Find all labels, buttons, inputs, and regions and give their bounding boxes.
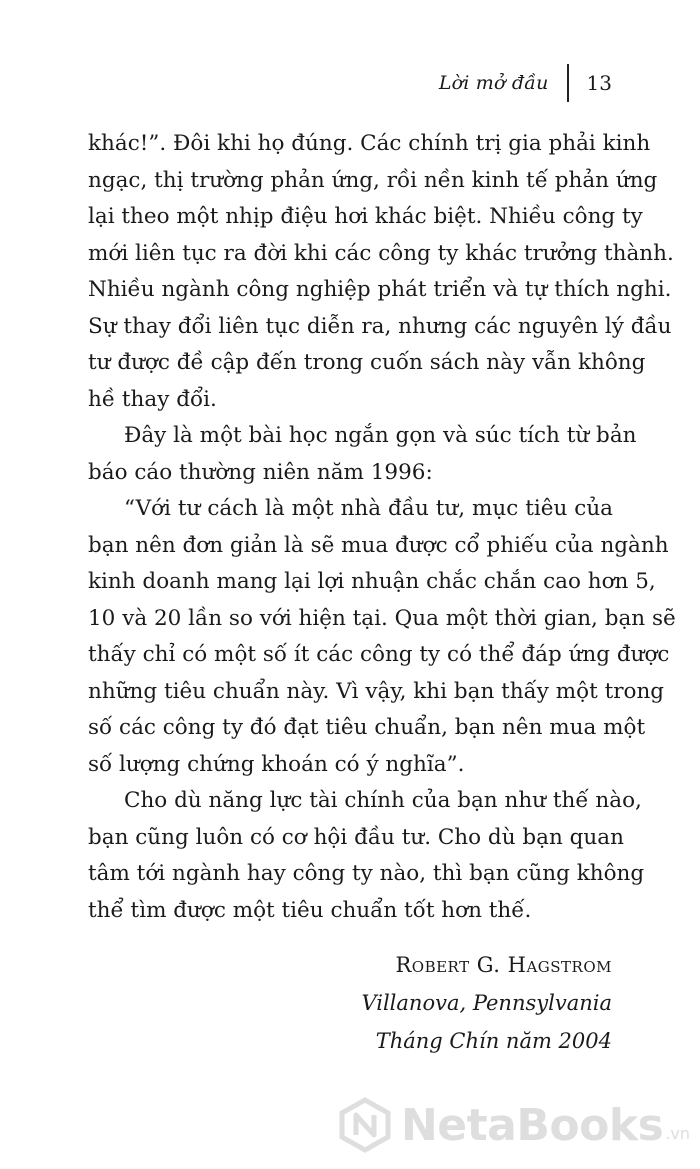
- text-line: số lượng chứng khoán có ý nghĩa”.: [88, 751, 465, 777]
- signature-date: Tháng Chín năm 2004: [375, 1029, 612, 1053]
- text-line: ngạc, thị trường phản ứng, rồi nền kinh tế phản ứng: [88, 167, 658, 193]
- chapter-title: Lời mở đầu: [438, 72, 549, 94]
- text-line: Đây là một bài học ngắn gọn và súc tích từ bản: [124, 423, 637, 448]
- author-name: Robert G. Hagstrom: [395, 953, 612, 977]
- running-header: [439, 66, 612, 100]
- text-line: “Với tư cách là một nhà đầu tư, mục tiêu của: [124, 496, 613, 521]
- paragraph: [88, 418, 637, 491]
- netabooks-logo-icon: [337, 1097, 393, 1153]
- text-line: kinh doanh mang lại lợi nhuận chắc chắn cao hơn 5,: [88, 569, 656, 594]
- page-number: 13: [586, 71, 612, 95]
- text-line: thấy chỉ có một số ít các công ty có thể đáp ứng được: [88, 642, 670, 667]
- paragraph: [88, 126, 674, 418]
- paragraph: [88, 783, 645, 929]
- text-line: số các công ty đó đạt tiêu chuẩn, bạn nên mua một: [88, 715, 646, 740]
- text-line: báo cáo thường niên năm 1996:: [88, 459, 433, 485]
- text-line: bạn nên đơn giản là sẽ mua được cổ phiếu của ngành: [88, 532, 669, 558]
- text-line: tâm tới ngành hay công ty nào, thì bạn cũng không: [88, 861, 645, 886]
- text-line: khác!”. Đôi khi họ đúng. Các chính trị gia phải kinh: [88, 131, 651, 156]
- body-text: [88, 126, 676, 929]
- text-line: 10 và 20 lần so với hiện tại. Qua một thời gian, bạn sẽ: [88, 605, 676, 631]
- text-line: thể tìm được một tiêu chuẩn tốt hơn thế.: [88, 897, 532, 923]
- text-line: bạn cũng luôn có cơ hội đầu tư. Cho dù bạn quan: [88, 824, 624, 850]
- watermark-tld: .vn: [665, 1124, 690, 1143]
- watermark: [337, 1097, 690, 1153]
- text-line: tư được đề cập đến trong cuốn sách này vẫn không: [88, 350, 646, 375]
- header-divider: [567, 64, 569, 102]
- signature-block: [361, 946, 612, 1060]
- quote-paragraph: [88, 491, 676, 783]
- text-line: hề thay đổi.: [88, 386, 217, 412]
- text-line: lại theo một nhịp điệu hơi khác biệt. Nhiều công ty: [88, 204, 643, 229]
- text-line: những tiêu chuẩn này. Vì vậy, khi bạn thấy một trong: [88, 678, 665, 704]
- text-line: Cho dù năng lực tài chính của bạn như thế nào,: [124, 788, 642, 813]
- text-line: Sự thay đổi liên tục diễn ra, nhưng các nguyên lý đầu: [88, 313, 672, 339]
- watermark-name: NetaBooks: [400, 1099, 664, 1151]
- text-line: Nhiều ngành công nghiệp phát triển và tự thích nghi.: [88, 277, 672, 302]
- text-line: mới liên tục ra đời khi các công ty khác trưởng thành.: [88, 240, 674, 266]
- signature-place: Villanova, Pennsylvania: [361, 991, 612, 1015]
